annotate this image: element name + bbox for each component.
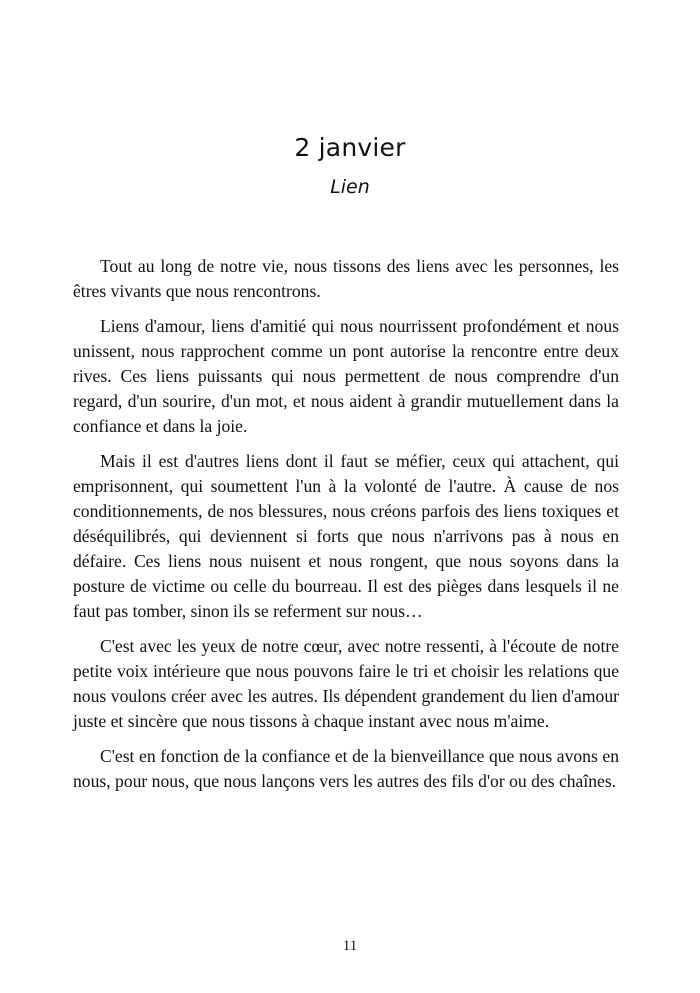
paragraph: Liens d'amour, liens d'amitié qui nous nourrissent profondément et nous unissent, nous rapprochent comme un pont autorise la rencontre entre deux rives. Ces liens puissants qui nous permettent de nous comprendre d'un regard, d'un sourire, d'un mot, et nous aident à grandir mutuellement dans la confiance et dans la joie.	[73, 316, 619, 436]
paragraph: C'est avec les yeux de notre cœur, avec notre ressenti, à l'écoute de notre petite voix intérieure que nous pouvons faire le tri et choisir les relations que nous voulons créer avec les autres. Ils dépendent grandement du lien d'amour juste et sincère que nous tissons à chaque instant avec nous m'aime.	[73, 636, 619, 731]
paragraph: Tout au long de notre vie, nous tissons des liens avec les personnes, les êtres vivants que nous rencontrons.	[73, 256, 619, 301]
page-title: 2 janvier	[294, 133, 406, 162]
page-subtitle: Lien	[330, 176, 370, 198]
page-number: 11	[342, 938, 358, 954]
paragraph: C'est en fonction de la confiance et de la bienveillance que nous avons en nous, pour nous, que nous lançons vers les autres des fils d'or ou des chaînes.	[73, 746, 619, 791]
paragraph: Mais il est d'autres liens dont il faut se méfier, ceux qui attachent, qui emprisonnent, qui soumettent l'un à la volonté de l'autre. À cause de nos conditionnements, de nos blessures, nous créons parfois des liens toxiques et déséquilibrés, qui deviennent si forts que nous n'arrivons pas à nous en défaire. Ces liens nous nuisent et nous rongent, que nous soyons dans la posture de victime ou celle du bourreau. Il est des pièges dans lesquels il ne faut pas tomber, sinon ils se referment sur nous…	[73, 451, 619, 621]
body-text	[73, 254, 619, 804]
